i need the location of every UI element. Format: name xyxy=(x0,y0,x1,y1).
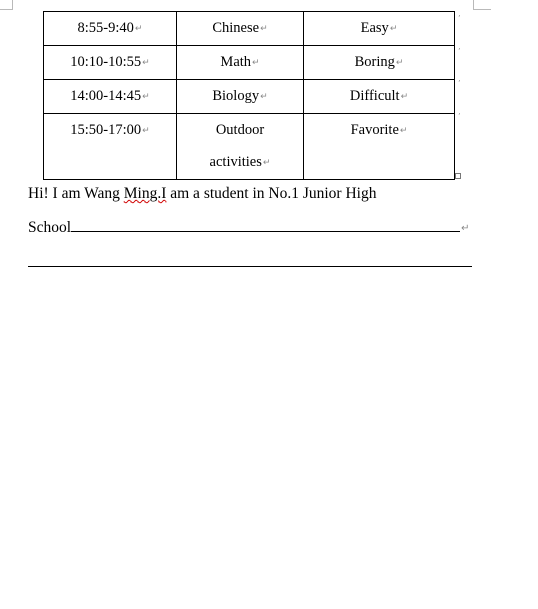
spelling-error-word[interactable]: Ming.I xyxy=(123,185,167,202)
feeling-cell[interactable]: Favorite↵ xyxy=(304,114,455,180)
paragraph-mark-icon: ↵ xyxy=(142,92,150,102)
table-row xyxy=(44,46,455,80)
paragraph-mark-icon: ↵ xyxy=(142,126,150,136)
page-corner-mark-right xyxy=(473,0,491,10)
time-cell[interactable]: 14:00-14:45↵ xyxy=(44,80,177,114)
row-end-mark-icon: ’ xyxy=(458,112,461,121)
table-row xyxy=(44,80,455,114)
paragraph-line-1[interactable]: Hi! I am Wang Ming.I am a student in No.1 Junior High xyxy=(28,185,377,202)
feeling-cell[interactable]: Difficult↵ xyxy=(304,80,455,114)
row-end-mark-icon: ’ xyxy=(458,14,461,23)
time-cell[interactable]: 8:55-9:40↵ xyxy=(44,12,177,46)
time-cell[interactable]: 15:50-17:00↵ xyxy=(44,114,177,180)
fill-in-blank-line[interactable] xyxy=(28,266,472,267)
table-resize-handle[interactable] xyxy=(455,173,461,179)
schedule-table[interactable] xyxy=(43,11,455,180)
paragraph-mark-icon: ↵ xyxy=(262,158,271,168)
paragraph-mark-icon: ↵ xyxy=(389,24,398,34)
subject-cell[interactable]: Chinese↵ xyxy=(177,12,304,46)
table-row xyxy=(44,114,455,180)
fill-in-blank[interactable] xyxy=(71,217,460,232)
row-end-mark-icon: ’ xyxy=(458,79,461,88)
paragraph-mark-icon: ↵ xyxy=(461,223,470,234)
paragraph-mark-icon: ↵ xyxy=(395,58,404,68)
paragraph-mark-icon: ↵ xyxy=(399,126,408,136)
time-cell[interactable]: 10:10-10:55↵ xyxy=(44,46,177,80)
subject-cell[interactable]: Math↵ xyxy=(177,46,304,80)
subject-cell[interactable]: Biology↵ xyxy=(177,80,304,114)
feeling-cell[interactable]: Easy↵ xyxy=(304,12,455,46)
paragraph-mark-icon: ↵ xyxy=(260,92,268,102)
page-corner-mark-left xyxy=(0,0,13,10)
paragraph-mark-icon: ↵ xyxy=(142,58,150,68)
feeling-cell[interactable]: Boring↵ xyxy=(304,46,455,80)
paragraph-mark-icon: ↵ xyxy=(134,24,143,34)
subject-cell[interactable]: Outdoor activities↵ xyxy=(177,114,304,180)
paragraph-mark-icon: ↵ xyxy=(260,24,268,34)
paragraph-mark-icon: ↵ xyxy=(400,92,409,102)
paragraph-mark-icon: ↵ xyxy=(252,58,260,68)
paragraph-line-2[interactable]: School ↵ xyxy=(28,219,470,236)
row-end-mark-icon: ’ xyxy=(458,47,461,56)
table-row xyxy=(44,12,455,46)
